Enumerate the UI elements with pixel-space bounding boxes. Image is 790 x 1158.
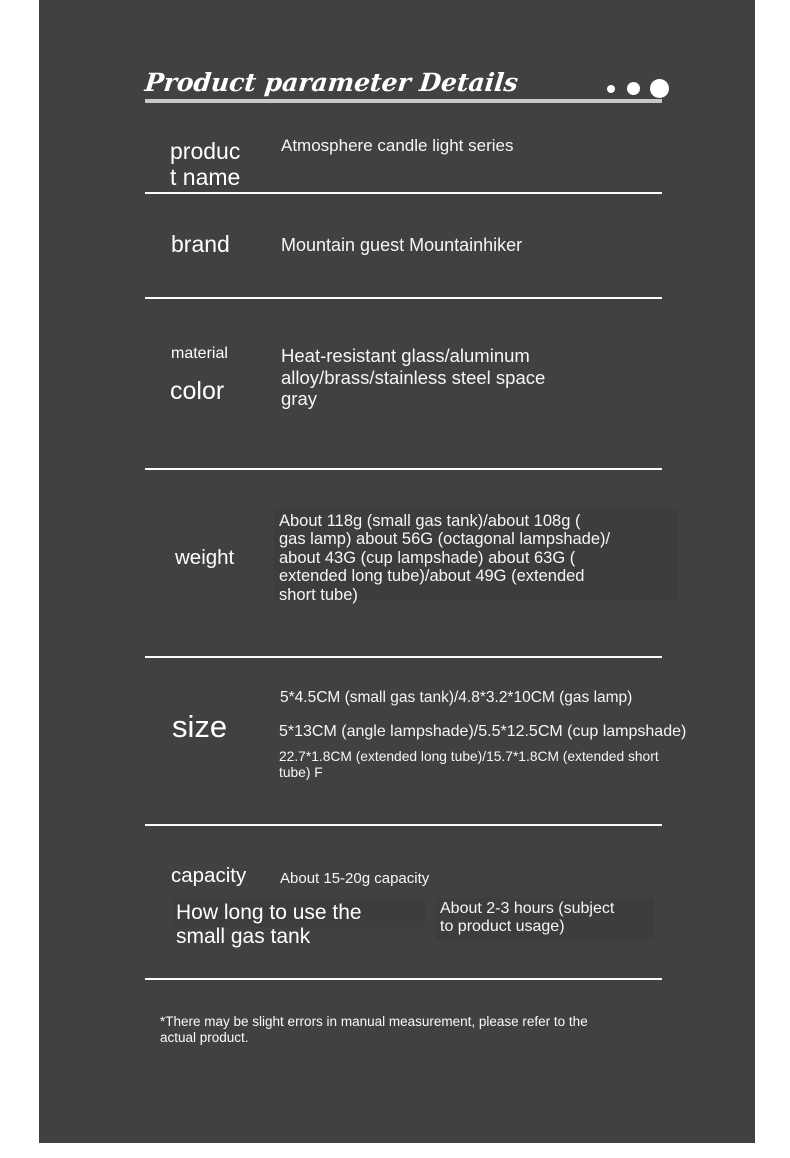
label-color: color [170, 377, 225, 405]
label-line: produc [170, 138, 241, 164]
value-brand: Mountain guest Mountainhiker [281, 235, 523, 255]
label-brand: brand [171, 231, 230, 257]
label-line: t name [170, 164, 241, 190]
value-line: gas lamp) about 56G (octagonal lampshade)/ [279, 530, 611, 549]
label-capacity: capacity [171, 864, 247, 887]
value-capacity: About 15-20g capacity [280, 870, 430, 887]
title-underline [145, 99, 662, 103]
label-material: material [171, 345, 228, 362]
dot-small-icon [607, 85, 615, 93]
value-line: Heat-resistant glass/aluminum [281, 345, 530, 366]
label-line: How long to use the [176, 901, 362, 924]
row-separator [145, 656, 662, 658]
row-separator [145, 978, 662, 980]
dot-medium-icon [627, 82, 640, 95]
label-product-name [170, 138, 240, 190]
label-line: small gas tank [176, 924, 311, 948]
value-line: gray [281, 388, 317, 409]
value-line: short tube) [279, 585, 358, 604]
note-line: actual product. [160, 1029, 249, 1045]
value-line: extended long tube)/about 49G (extended [279, 567, 585, 586]
value-weight [279, 512, 610, 604]
value-line: alloy/brass/stainless steel space [281, 366, 546, 388]
row-separator [145, 468, 662, 470]
value-line: about 43G (cup lampshade) about 63G ( [279, 548, 576, 567]
value-size-line2: 5*13CM (angle lampshade)/5.5*12.5CM (cup lampshade) [279, 723, 687, 740]
value-size-line3 [279, 749, 659, 780]
value-material-color [281, 345, 545, 410]
value-product-name: Atmosphere candle light series [281, 136, 514, 155]
label-weight: weight [175, 546, 235, 569]
row-separator [145, 192, 662, 194]
value-line: to product usage) [440, 918, 565, 935]
label-size: size [172, 709, 228, 744]
value-line: tube) F [279, 764, 323, 780]
label-duration [176, 901, 362, 948]
value-size-line1: 5*4.5CM (small gas tank)/4.8*3.2*10CM (gas lamp) [280, 689, 633, 706]
value-duration [440, 900, 614, 936]
row-separator [145, 297, 662, 299]
note-line: *There may be slight errors in manual measurement, please refer to the [160, 1014, 588, 1029]
row-separator [145, 824, 662, 826]
dot-large-icon [650, 79, 669, 98]
page-title: Product parameter Details [143, 68, 520, 97]
product-parameter-panel [39, 0, 755, 1143]
value-line: About 2-3 hours (subject [440, 900, 615, 917]
value-line: 22.7*1.8CM (extended long tube)/15.7*1.8CM (extended short [279, 749, 659, 764]
measurement-disclaimer [160, 1014, 588, 1045]
value-line: About 118g (small gas tank)/about 108g ( [279, 512, 581, 530]
